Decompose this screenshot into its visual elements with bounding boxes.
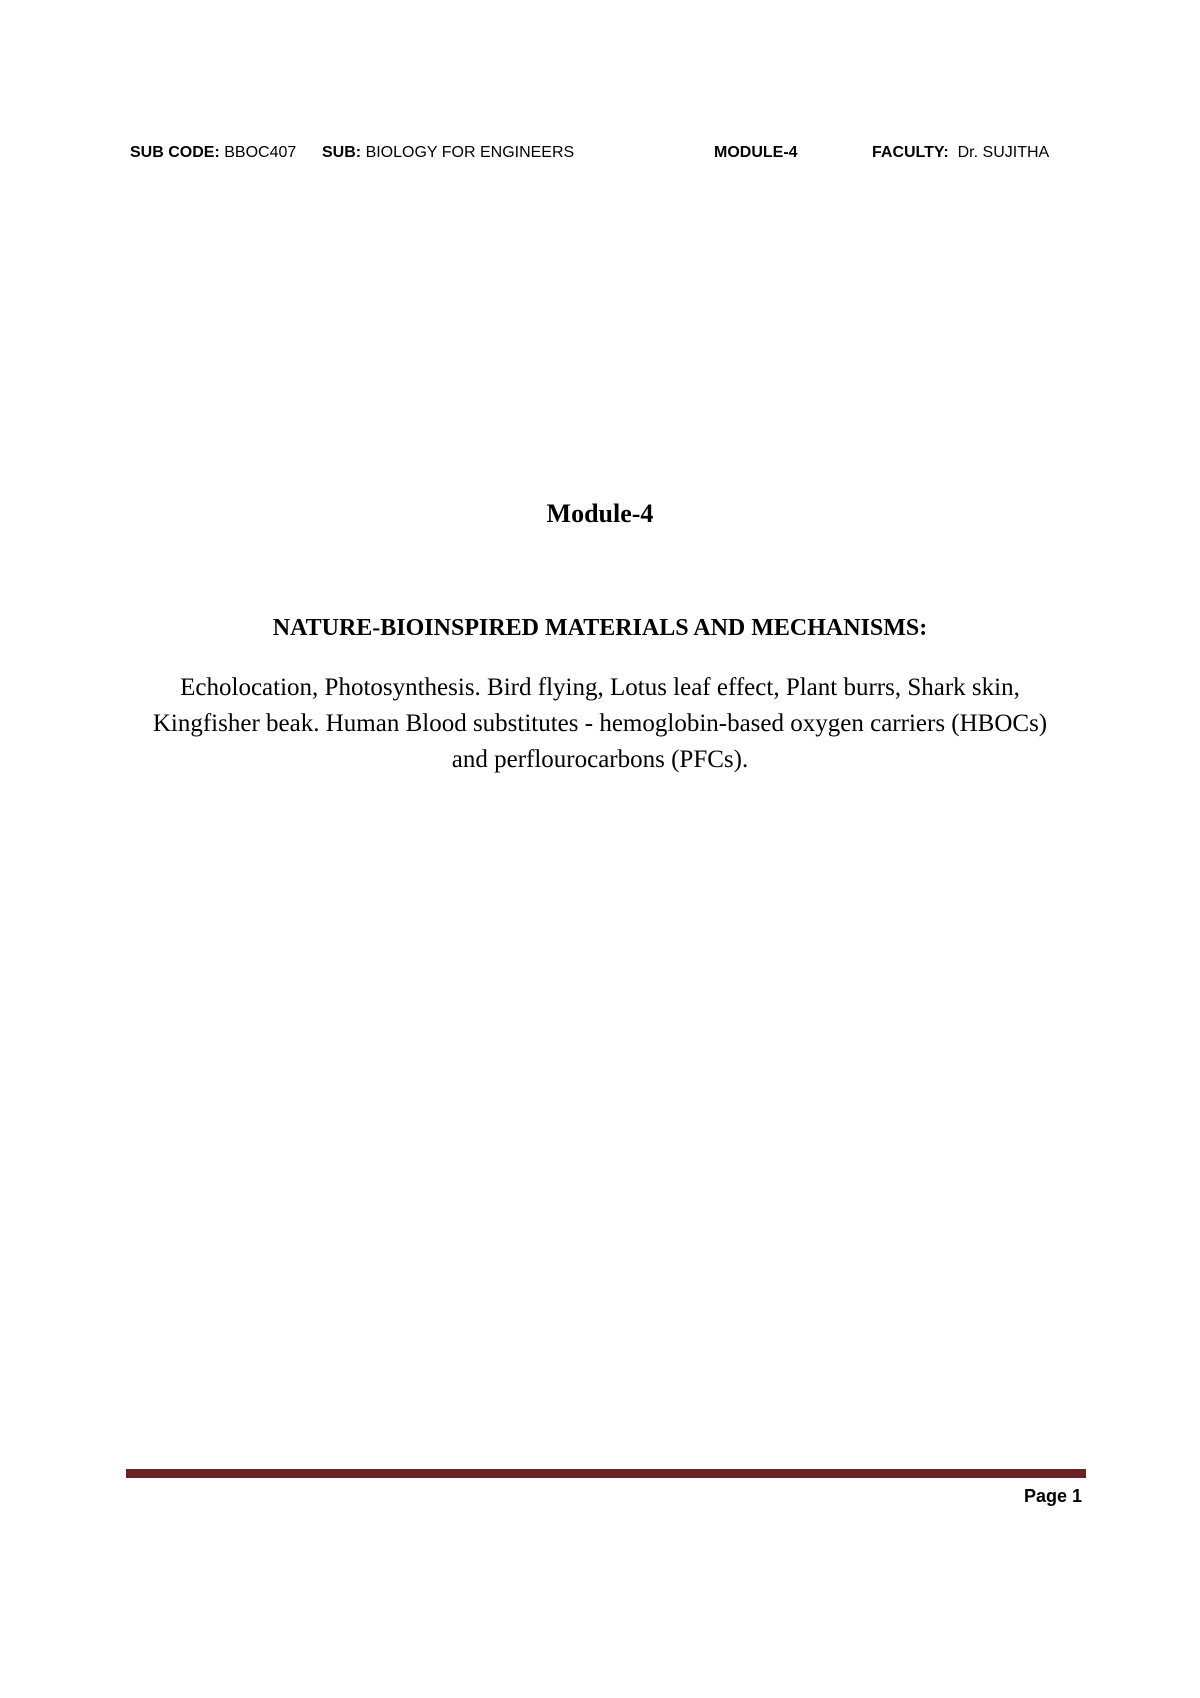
page-header [0, 141, 1200, 165]
header-subject [322, 141, 574, 165]
section-heading: NATURE-BIOINSPIRED MATERIALS AND MECHANISMS: [272, 615, 928, 641]
header-sub-code [130, 141, 296, 165]
header-faculty [872, 141, 1049, 165]
syllabus-text: Echolocation, Photosynthesis. Bird flying, Lotus leaf effect, Plant burrs, Shark skin, Kingfisher beak. Human Blood substitutes - hemoglobin-based oxygen carriers (HBOCs) and perflourocarbons (PFCs). [152, 674, 1048, 773]
page-number: Page 1 [1023, 1486, 1082, 1506]
header-faculty-value: Dr. SUJITHA [957, 144, 1050, 161]
footer-rule [126, 1469, 1086, 1478]
header-sub-code-value: BBOC407 [224, 144, 297, 161]
header-sub-code-label: SUB CODE: [130, 144, 220, 161]
module-title: Module-4 [546, 499, 654, 528]
header-subject-label: SUB: [322, 144, 362, 161]
header-subject-value: BIOLOGY FOR ENGINEERS [365, 144, 575, 161]
header-faculty-label: FACULTY: [872, 144, 949, 161]
header-module: MODULE-4 [714, 144, 798, 161]
